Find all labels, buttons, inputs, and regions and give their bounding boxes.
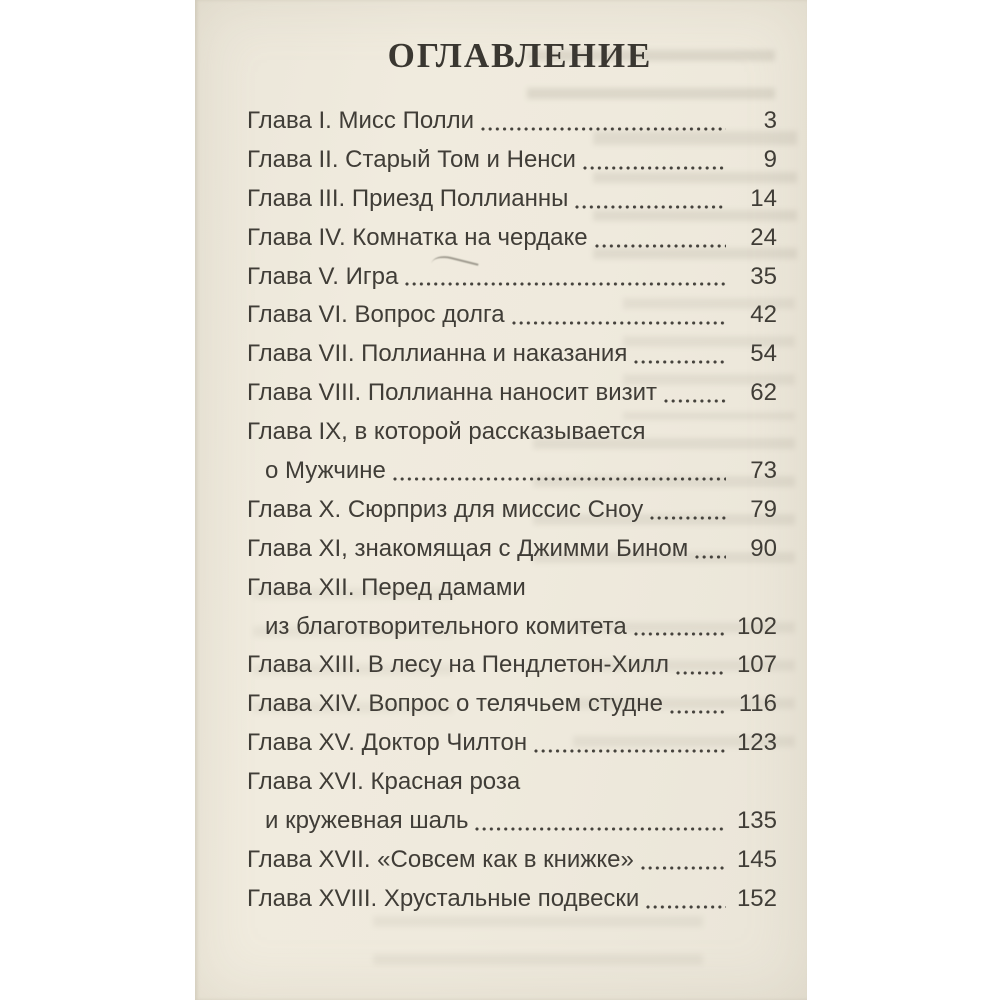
page-number: 24 <box>750 223 777 251</box>
page-number: 42 <box>750 301 777 329</box>
toc-entry <box>247 491 777 530</box>
dot-leader <box>634 632 726 636</box>
dot-leader <box>512 321 726 325</box>
chapter-label: Глава XVIII. Хрустальные подвески <box>247 884 640 912</box>
page-title: ОГЛАВЛЕНИЕ <box>387 36 653 75</box>
toc-list <box>247 102 777 919</box>
toc-entry <box>247 374 777 413</box>
toc-entry <box>247 646 777 685</box>
chapter-label: Глава V. Игра <box>247 262 399 290</box>
chapter-label: Глава IX, в которой рассказывается <box>247 418 646 446</box>
chapter-label: Глава VII. Поллианна и наказания <box>247 340 628 368</box>
toc-entry-continuation <box>247 802 777 841</box>
showthrough-text-artifact <box>373 916 703 974</box>
dot-leader <box>575 205 726 209</box>
page-number: 152 <box>736 884 777 912</box>
toc-entry <box>247 141 777 180</box>
chapter-label: Глава I. Мисс Полли <box>247 107 475 134</box>
page-number: 54 <box>750 340 777 368</box>
chapter-label: Глава III. Приезд Поллианны <box>247 184 569 212</box>
toc-entry-continuation <box>247 452 777 491</box>
chapter-label: Глава XVI. Красная роза <box>247 768 521 796</box>
chapter-label: о Мужчине <box>265 457 386 485</box>
toc-entry <box>247 763 777 802</box>
dot-leader <box>664 399 726 403</box>
dot-leader <box>695 555 726 559</box>
page-number: 9 <box>763 145 777 173</box>
page-number: 90 <box>750 534 777 562</box>
dot-leader <box>481 127 726 131</box>
toc-entry <box>247 335 777 374</box>
chapter-label: Глава XI, знакомящая с Джимми Бином <box>247 534 689 562</box>
dot-leader <box>405 282 726 286</box>
page-number: 62 <box>750 379 777 407</box>
toc-entry <box>247 880 777 919</box>
dot-leader <box>534 749 726 753</box>
toc-entry-continuation <box>247 608 777 647</box>
chapter-label: Глава XII. Перед дамами <box>247 573 526 601</box>
page-number: 73 <box>750 457 777 485</box>
chapter-label: Глава XIV. Вопрос о телячьем студне <box>247 690 663 718</box>
page-number: 14 <box>750 184 777 212</box>
dot-leader <box>634 360 726 364</box>
page-number: 145 <box>736 845 777 873</box>
page-number: 35 <box>750 262 777 290</box>
toc-entry <box>247 569 777 608</box>
book-page <box>195 0 807 1000</box>
dot-leader <box>646 905 726 909</box>
chapter-label: Глава X. Сюрприз для миссис Сноу <box>247 495 644 523</box>
dot-leader <box>595 244 726 248</box>
dot-leader <box>670 710 726 714</box>
chapter-label: Глава XVII. «Совсем как в книжке» <box>247 845 634 873</box>
page-number: 3 <box>763 107 777 134</box>
toc-entry <box>247 530 777 569</box>
page-number: 116 <box>738 690 777 718</box>
chapter-label: Глава VIII. Поллианна наносит визит <box>247 379 658 407</box>
toc-entry <box>247 841 777 880</box>
page-number: 102 <box>736 612 777 640</box>
dot-leader <box>641 866 726 870</box>
dot-leader <box>676 671 726 675</box>
toc-entry <box>247 102 777 141</box>
page-content <box>195 36 807 919</box>
page-number: 123 <box>736 729 777 757</box>
chapter-label: Глава II. Старый Том и Ненси <box>247 145 576 173</box>
toc-entry <box>247 258 777 297</box>
toc-entry <box>247 685 777 724</box>
toc-entry <box>247 219 777 258</box>
page-number: 107 <box>736 651 777 679</box>
dot-leader <box>650 516 726 520</box>
toc-entry <box>247 413 777 452</box>
dot-leader <box>393 477 726 481</box>
page-number: 135 <box>736 807 777 835</box>
chapter-label: Глава IV. Комнатка на чердаке <box>247 223 588 251</box>
chapter-label: Глава VI. Вопрос долга <box>247 301 505 329</box>
toc-entry <box>247 296 777 335</box>
page-number: 79 <box>750 495 777 523</box>
chapter-label: Глава XIII. В лесу на Пендлетон-Хилл <box>247 651 669 679</box>
chapter-label: и кружевная шаль <box>265 807 469 835</box>
toc-entry <box>247 180 777 219</box>
dot-leader <box>475 827 726 831</box>
chapter-label: из благотворительного комитета <box>265 612 627 640</box>
chapter-label: Глава XV. Доктор Чилтон <box>247 729 528 757</box>
toc-entry <box>247 724 777 763</box>
dot-leader <box>583 166 726 170</box>
